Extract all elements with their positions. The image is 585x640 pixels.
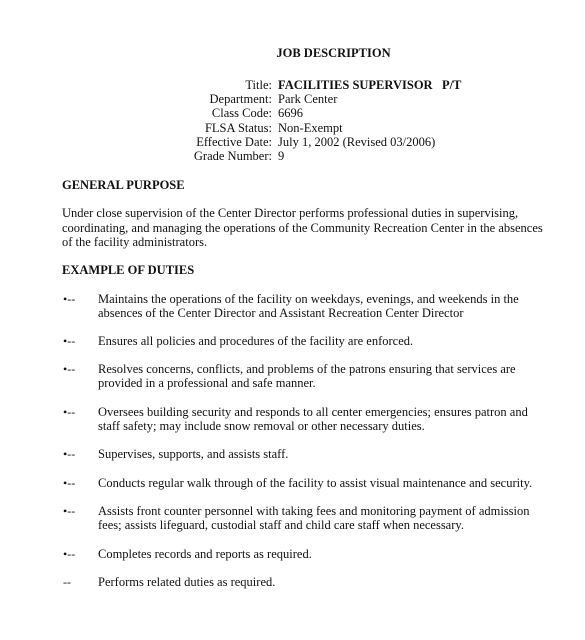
duty-line: Supervises, supports, and assists staff. <box>98 447 289 461</box>
paragraph-line: of the facility administrators. <box>62 235 208 250</box>
info-label: Department: <box>209 92 272 107</box>
duty-line: Resolves concerns, conflicts, and problems of the patrons ensuring that services are <box>98 362 516 376</box>
bullet-marker: •-- <box>63 476 76 490</box>
info-row-effective-date <box>0 135 585 149</box>
duty-line: absences of the Center Director and Assistant Recreation Center Director <box>98 306 464 321</box>
duty-line: Completes records and reports as required. <box>98 547 312 561</box>
duty-text <box>98 504 530 533</box>
duty-line: provided in a professional and safe manner. <box>98 376 316 391</box>
bullet-marker: •-- <box>63 405 76 419</box>
general-purpose-paragraph <box>62 206 543 250</box>
info-label: Effective Date: <box>196 134 272 149</box>
info-row-flsa-status <box>0 121 585 135</box>
info-label: Class Code: <box>211 106 272 121</box>
bullet-marker: •-- <box>63 447 76 461</box>
bullet-marker: •-- <box>63 334 76 348</box>
info-value: FACILITIES SUPERVISOR P/T <box>278 78 462 92</box>
duty-line: Maintains the operations of the facility on weekdays, evenings, and weekends in the <box>98 292 519 306</box>
duty-line: fees; assists lifeguard, custodial staff and child care staff when necessary. <box>98 518 464 533</box>
info-value: Park Center <box>278 92 338 107</box>
duty-text <box>98 405 528 434</box>
info-row-class-code <box>0 106 585 120</box>
duty-text <box>98 547 312 561</box>
info-value: July 1, 2002 (Revised 03/2006) <box>278 134 436 149</box>
bullet-marker: •-- <box>63 362 76 376</box>
duty-text <box>98 476 532 490</box>
duty-line: Performs related duties as required. <box>98 575 276 589</box>
info-label: Grade Number: <box>193 148 272 163</box>
duty-line: Assists front counter personnel with taking fees and monitoring payment of admission <box>98 504 530 518</box>
example-of-duties-heading: EXAMPLE OF DUTIES <box>62 263 195 277</box>
paragraph-line: Under close supervision of the Center Director performs professional duties in supervising, <box>62 206 519 220</box>
bullet-marker: •-- <box>63 504 76 518</box>
info-value: 6696 <box>278 106 303 121</box>
duty-line: Ensures all policies and procedures of the facility are enforced. <box>98 334 414 348</box>
bullet-marker: •-- <box>63 292 76 306</box>
paragraph-line: coordinating, and managing the operations of the Community Recreation Center in the absences <box>62 220 543 235</box>
info-row-department <box>0 92 585 106</box>
info-row-grade-number <box>0 149 585 163</box>
info-label: Title: <box>245 78 272 92</box>
duty-text <box>98 362 516 391</box>
duty-text <box>98 334 413 348</box>
duty-line: Oversees building security and responds to all center emergencies; ensures patron and <box>98 405 528 419</box>
duty-text <box>98 447 288 461</box>
dash-marker: -- <box>63 575 71 589</box>
info-value: 9 <box>278 148 285 163</box>
job-info-block <box>0 78 585 163</box>
duty-line: Conducts regular walk through of the facility to assist visual maintenance and security. <box>98 476 533 490</box>
document-title: JOB DESCRIPTION <box>276 46 391 60</box>
duty-line: staff safety; may include snow removal or other necessary duties. <box>98 419 425 434</box>
info-row-title <box>0 78 585 92</box>
duty-text <box>98 292 519 321</box>
bullet-marker: •-- <box>63 547 76 561</box>
info-label: FLSA Status: <box>204 120 272 135</box>
duty-text <box>98 575 275 589</box>
general-purpose-heading: GENERAL PURPOSE <box>62 178 185 192</box>
info-value: Non-Exempt <box>278 120 343 135</box>
